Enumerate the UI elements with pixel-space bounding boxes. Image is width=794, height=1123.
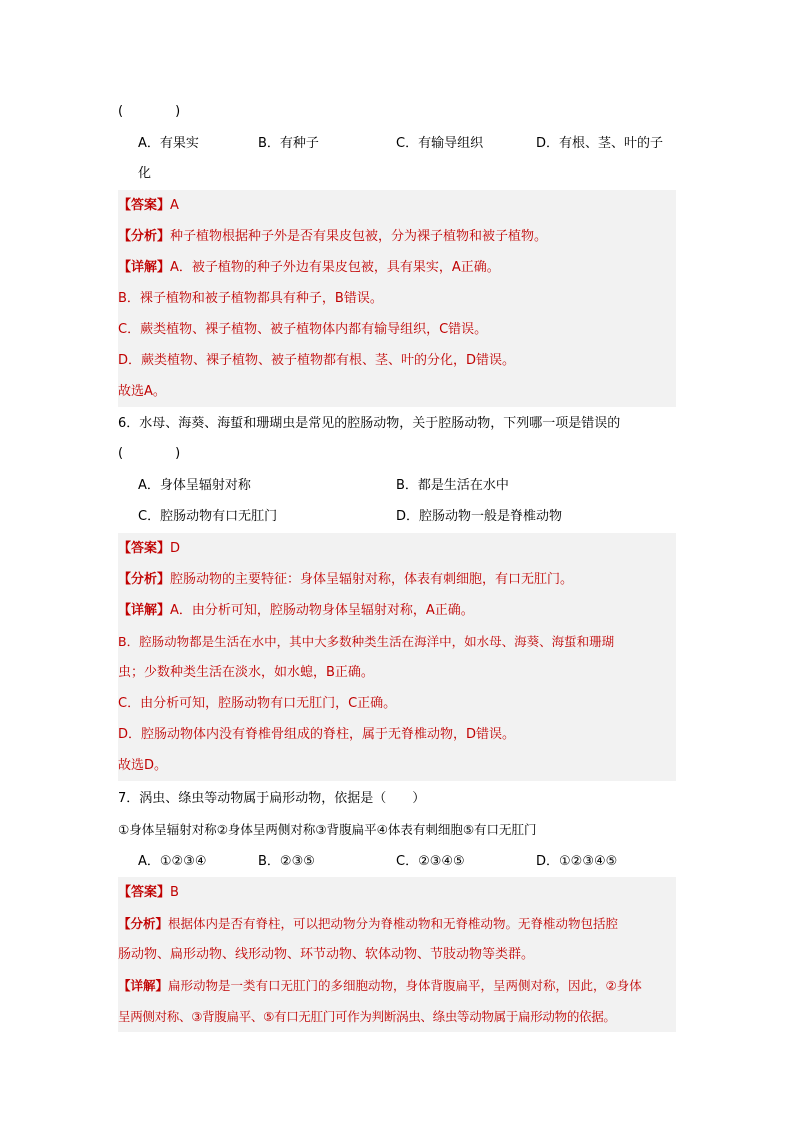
- detail-text: A．由分析可知，腔肠动物身体呈辐射对称，A正确。: [170, 603, 474, 618]
- q6-paren: ( ): [118, 446, 181, 461]
- q5-option-a[interactable]: A．有果实: [138, 136, 199, 151]
- analysis-label: 【分析】: [118, 572, 171, 587]
- q5-option-c[interactable]: C．有输导组织: [396, 136, 484, 151]
- q7-statements: ①身体呈辐射对称②身体呈两侧对称③背腹扁平④体表有刺细胞⑤有口无肛门: [118, 822, 537, 837]
- analysis-text: 种子植物根据种子外是否有果皮包被，分为裸子植物和被子植物。: [170, 229, 548, 244]
- q6-options-row-1: [118, 470, 676, 501]
- q5-options-row: [118, 128, 676, 159]
- q6-options-row-2: [118, 501, 676, 532]
- q5-option-b[interactable]: B．有种子: [258, 136, 319, 151]
- q5-option-d-wrap: 化: [138, 166, 152, 181]
- q5-detail-2: B．裸子植物和被子植物都具有种子，B错误。: [118, 283, 676, 314]
- q7-analysis-cont: 肠动物、扁形动物、线形动物、环节动物、软体动物、节肢动物等类群。: [118, 939, 676, 970]
- q6-detail-3: C．由分析可知，腔肠动物有口无肛门，C正确。: [118, 688, 676, 719]
- q6-detail-1: [118, 595, 676, 626]
- answer-value: B: [170, 885, 179, 900]
- answer-label: 【答案】: [118, 541, 171, 556]
- detail-label: 【详解】: [118, 978, 169, 993]
- q5-paren: ( ): [118, 104, 181, 119]
- answer-label: 【答案】: [118, 198, 171, 213]
- detail-label: 【详解】: [118, 260, 171, 275]
- q7-options-row: [118, 846, 676, 877]
- q6-answer: [118, 533, 676, 564]
- analysis-text: 根据体内是否有脊柱，可以把动物分为脊椎动物和无脊椎动物。无脊椎动物包括腔: [168, 916, 619, 931]
- q7-option-d[interactable]: D．①②③④⑤: [536, 854, 618, 869]
- detail-text: A．被子植物的种子外边有果皮包被，具有果实，A正确。: [170, 260, 500, 275]
- q6-stem: 6．水母、海葵、海蜇和珊瑚虫是常见的腔肠动物，关于腔肠动物，下列哪一项是错误的: [118, 416, 621, 431]
- q7-analysis: [118, 908, 676, 939]
- q5-option-d[interactable]: D．有根、茎、叶的子: [536, 136, 664, 151]
- q6-option-a[interactable]: A．身体呈辐射对称: [138, 478, 251, 493]
- answer-value: D: [170, 541, 181, 556]
- analysis-label: 【分析】: [118, 229, 171, 244]
- q7-answer: [118, 877, 676, 908]
- q5-analysis: [118, 221, 676, 252]
- q5-conclusion: 故选A。: [118, 376, 676, 407]
- q6-conclusion: 故选D。: [118, 750, 676, 781]
- q7-option-c[interactable]: C．②③④⑤: [396, 854, 465, 869]
- q7-stem: 7．涡虫、绦虫等动物属于扁形动物，依据是（ ）: [118, 791, 426, 806]
- analysis-label: 【分析】: [118, 916, 169, 931]
- q5-detail-1: [118, 252, 676, 283]
- answer-value: A: [170, 198, 179, 213]
- q7-detail-1: [118, 970, 676, 1001]
- q6-option-b[interactable]: B．都是生活在水中: [396, 478, 509, 493]
- detail-text: 扁形动物是一类有口无肛门的多细胞动物，身体背腹扁平，呈两侧对称，因此，②身体: [168, 978, 642, 993]
- answer-label: 【答案】: [118, 885, 171, 900]
- q6-option-c[interactable]: C．腔肠动物有口无肛门: [138, 509, 278, 524]
- q6-analysis: [118, 564, 676, 595]
- q7-option-b[interactable]: B．②③⑤: [258, 854, 315, 869]
- q6-detail-2b: 虫；少数种类生活在淡水，如水螅，B正确。: [118, 657, 676, 688]
- q6-option-d[interactable]: D．腔肠动物一般是脊椎动物: [396, 509, 563, 524]
- detail-label: 【详解】: [118, 603, 171, 618]
- analysis-text: 腔肠动物的主要特征：身体呈辐射对称，体表有刺细胞，有口无肛门。: [170, 572, 574, 587]
- q7-detail-2: 呈两侧对称、③背腹扁平、⑤有口无肛门可作为判断涡虫、绦虫等动物属于扁形动物的依据。: [118, 1001, 676, 1032]
- q6-detail-2a: B．腔肠动物都是生活在水中，其中大多数种类生活在海洋中，如水母、海葵、海蜇和珊瑚: [118, 626, 676, 657]
- q5-detail-4: D．蕨类植物、裸子植物、被子植物都有根、茎、叶的分化，D错误。: [118, 345, 676, 376]
- q7-option-a[interactable]: A．①②③④: [138, 854, 207, 869]
- q5-detail-3: C．蕨类植物、裸子植物、被子植物体内都有输导组织，C错误。: [118, 314, 676, 345]
- q6-detail-4: D．腔肠动物体内没有脊椎骨组成的脊柱，属于无脊椎动物，D错误。: [118, 719, 676, 750]
- q5-answer: [118, 190, 676, 221]
